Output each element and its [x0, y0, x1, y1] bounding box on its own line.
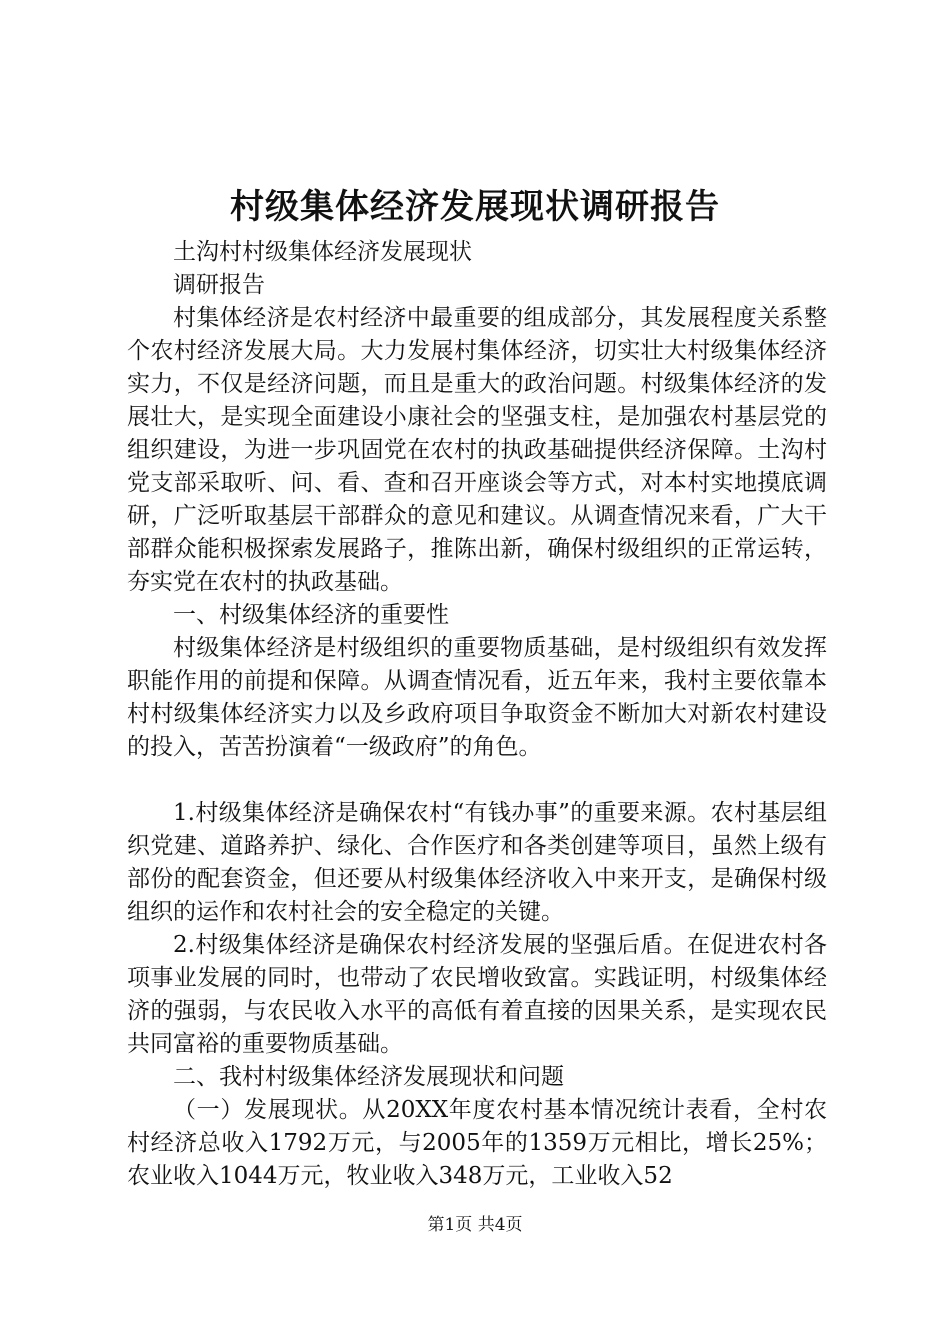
paragraph-point-1: 1.村级集体经济是确保农村“有钱办事”的重要来源。农村基层组织党建、道路养护、绿化、合作医疗和各类创建等项目，虽然上级有部份的配套资金，但还要从村级集体经济收入中来开支，是确保村级组织的运作和农村社会的安全稳定的关键。	[127, 800, 827, 925]
paragraph-point-2: 2.村级集体经济是确保农村经济发展的坚强后盾。在促进农村各项事业发展的同时，也带动了农民增收致富。实践证明，村级集体经济的强弱，与农民收入水平的高低有着直接的因果关系，是实现农民共同富裕的重要物质基础。	[127, 932, 827, 1057]
document-title: 村级集体经济发展现状调研报告	[230, 187, 720, 227]
paragraph-intro: 村集体经济是农村经济中最重要的组成部分，其发展程度关系整个农村经济发展大局。大力发展村集体经济，切实壮大村级集体经济实力，不仅是经济问题，而且是重大的政治问题。村级集体经济的发展壮大，是实现全面建设小康社会的坚强支柱，是加强农村基层党的组织建设，为进一步巩固党在农村的执政基础提供经济保障。土沟村党支部采取听、问、看、查和召开座谈会等方式，对本村实地摸底调研，广泛听取基层干部群众的意见和建议。从调查情况来看，广大干部群众能积极探索发展路子，推陈出新，确保村级组织的正常运转，夯实党在农村的执政基础。	[127, 305, 827, 595]
paragraph-subtitle-line1: 土沟村村级集体经济发展现状	[173, 239, 472, 265]
page-footer: 第1页 共4页	[427, 1215, 523, 1235]
section-heading-status: 二、我村村级集体经济发展现状和问题	[173, 1064, 564, 1090]
paragraph-subtitle-line2: 调研报告	[173, 272, 265, 298]
document-body	[127, 236, 827, 1193]
paragraph-spacer	[127, 764, 827, 797]
paragraph-status: （一）发展现状。从20XX年度农村基本情况统计表看，全村农村经济总收入1792万元，与2005年的1359万元相比，增长25%；农业收入1044万元，牧业收入348万元，工业收入52	[127, 1097, 827, 1189]
paragraph-importance: 村级集体经济是村级组织的重要物质基础，是村级组织有效发挥职能作用的前提和保障。从调查情况看，近五年来，我村主要依靠本村村级集体经济实力以及乡政府项目争取资金不断加大对新农村建设的投入，苦苦扮演着“一级政府”的角色。	[127, 635, 827, 760]
section-heading-importance: 一、村级集体经济的重要性	[173, 602, 449, 628]
